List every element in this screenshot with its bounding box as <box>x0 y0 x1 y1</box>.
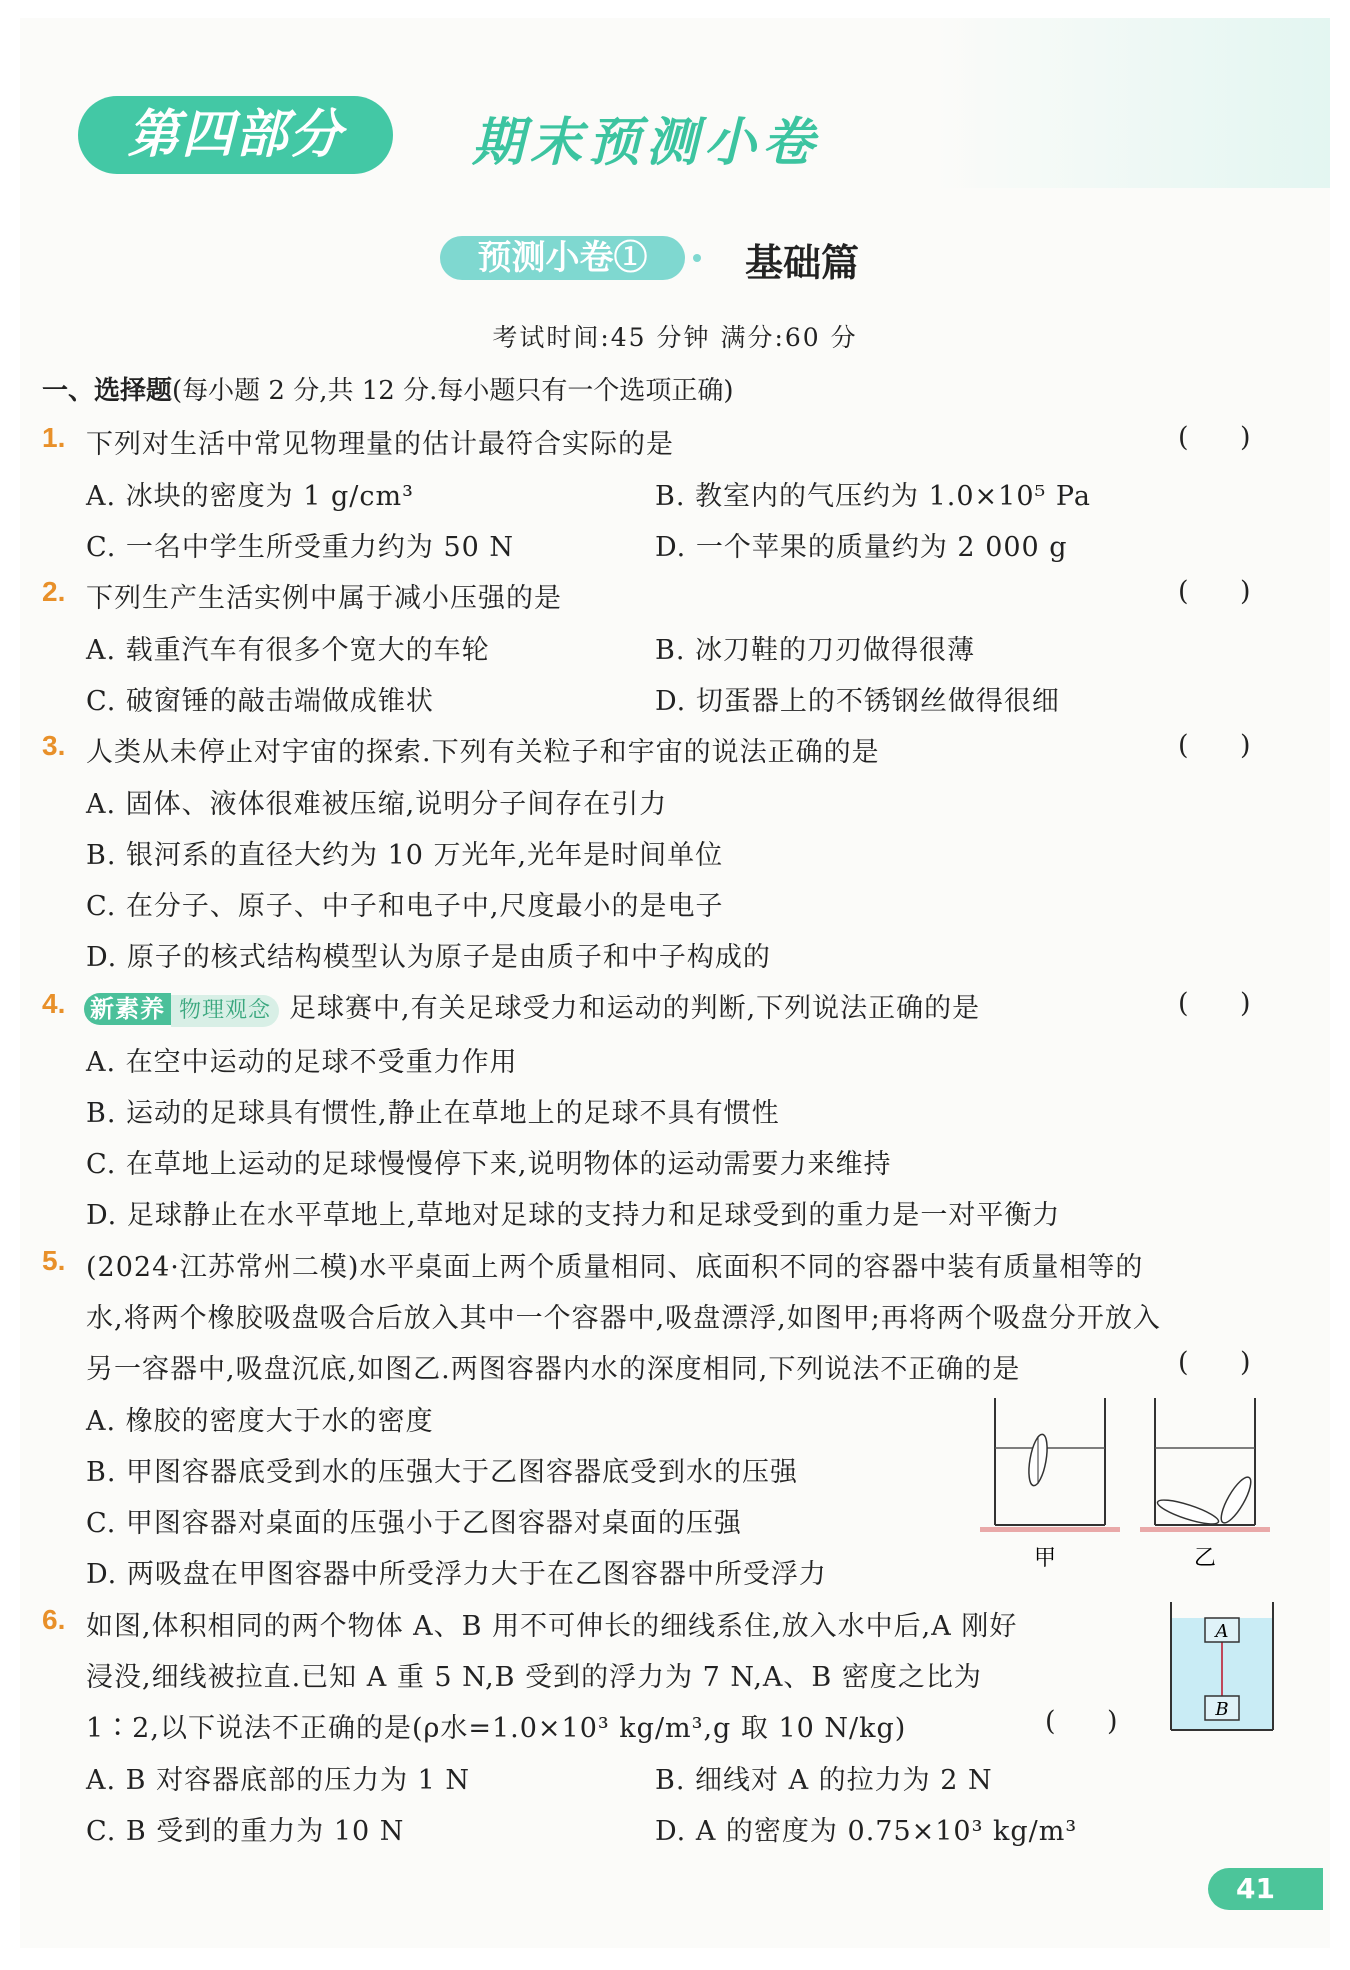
question-number: 5. <box>42 1245 66 1276</box>
question-stem: (2024·江苏常州二模)水平桌面上两个质量相同、底面积不同的容器中装有质量相等的 <box>86 1252 1144 1283</box>
question-stem: 1∶2,以下说法不正确的是(ρ水=1.0×10³ kg/m³,g 取 10 N/kg) <box>86 1713 907 1744</box>
option-a: A. 冰块的密度为 1 g/cm³ <box>86 481 414 512</box>
option-b: B. 甲图容器底受到水的压强大于乙图容器底受到水的压强 <box>86 1457 799 1488</box>
part-title: 期末预测小卷 <box>472 113 821 173</box>
question-stem: 人类从未停止对宇宙的探索.下列有关粒子和宇宙的说法正确的是 <box>86 737 880 768</box>
page-number: 41 <box>1208 1868 1323 1910</box>
physics-concept-tag: 物理观念 <box>171 995 279 1027</box>
section-note: (每小题 2 分,共 12 分.每小题只有一个选项正确) <box>172 376 734 406</box>
option-c: C. 一名中学生所受重力约为 50 N <box>86 532 515 563</box>
question-number: 1. <box>42 422 66 453</box>
option-a: A. 固体、液体很难被压缩,说明分子间存在引力 <box>86 789 668 820</box>
option-b: B. 运动的足球具有惯性,静止在草地上的足球不具有惯性 <box>86 1098 780 1129</box>
answer-paren: ( ) <box>1045 1706 1118 1737</box>
part-badge: 第四部分 <box>78 96 393 174</box>
option-c: C. 在草地上运动的足球慢慢停下来,说明物体的运动需要力来维持 <box>86 1149 892 1180</box>
option-c: C. 在分子、原子、中子和电子中,尺度最小的是电子 <box>86 891 724 922</box>
option-b: B. 教室内的气压约为 1.0×10⁵ Pa <box>655 481 1091 512</box>
question-number: 6. <box>42 1604 66 1635</box>
option-d: D. 原子的核式结构模型认为原子是由质子和中子构成的 <box>86 942 771 973</box>
label-a: A <box>1215 1621 1229 1642</box>
question-number: 3. <box>42 730 66 761</box>
answer-paren: ( ) <box>1178 422 1251 453</box>
option-c: C. 甲图容器对桌面的压强小于乙图容器对桌面的压强 <box>86 1508 742 1539</box>
answer-paren: ( ) <box>1178 1347 1251 1378</box>
option-b: B. 银河系的直径大约为 10 万光年,光年是时间单位 <box>86 840 724 871</box>
figure-label-yi: 乙 <box>1193 1546 1217 1571</box>
option-d: D. 一个苹果的质量约为 2 000 g <box>655 532 1068 563</box>
answer-paren: ( ) <box>1178 576 1251 607</box>
question-stem: 下列生产生活实例中属于减小压强的是 <box>86 583 562 614</box>
option-d: D. 足球静止在水平草地上,草地对足球的支持力和足球受到的重力是一对平衡力 <box>86 1200 1061 1231</box>
container-jia <box>980 1398 1120 1532</box>
option-d: D. 切蛋器上的不锈钢丝做得很细 <box>655 686 1060 717</box>
answer-paren: ( ) <box>1178 730 1251 761</box>
question-stem: 水,将两个橡胶吸盘吸合后放入其中一个容器中,吸盘漂浮,如图甲;再将两个吸盘分开放入 <box>86 1303 1161 1334</box>
option-b: B. 细线对 A 的拉力为 2 N <box>655 1765 993 1796</box>
blocks-in-water-figure <box>1168 1600 1278 1735</box>
label-b: B <box>1215 1699 1229 1720</box>
option-a: A. 载重汽车有很多个宽大的车轮 <box>86 635 490 666</box>
new-literacy-tag: 新素养 <box>84 993 171 1025</box>
decorative-dot <box>693 254 701 262</box>
section-title: 一、选择题 <box>42 376 173 406</box>
container-figure <box>970 1390 1280 1580</box>
option-b: B. 冰刀鞋的刀刃做得很薄 <box>655 635 976 666</box>
question-stem: 另一容器中,吸盘沉底,如图乙.两图容器内水的深度相同,下列说法不正确的是 <box>86 1354 1021 1385</box>
question-stem: 足球赛中,有关足球受力和运动的判断,下列说法正确的是 <box>289 993 981 1024</box>
test-badge: 预测小卷① <box>440 236 685 280</box>
answer-paren: ( ) <box>1178 988 1251 1019</box>
option-d: D. A 的密度为 0.75×10³ kg/m³ <box>655 1816 1078 1847</box>
question-stem: 如图,体积相同的两个物体 A、B 用不可伸长的细线系住,放入水中后,A 刚好 <box>86 1611 1018 1642</box>
test-title: 基础篇 <box>745 240 860 285</box>
option-a: A. 在空中运动的足球不受重力作用 <box>86 1047 518 1078</box>
exam-info: 考试时间:45 分钟 满分:60 分 <box>492 323 858 352</box>
question-number: 2. <box>42 576 66 607</box>
figure-label-jia: 甲 <box>1033 1546 1057 1571</box>
option-c: C. 破窗锤的敲击端做成锥状 <box>86 686 434 717</box>
option-a: A. B 对容器底部的压力为 1 N <box>86 1765 471 1796</box>
section-heading <box>42 370 734 407</box>
option-d: D. 两吸盘在甲图容器中所受浮力大于在乙图容器中所受浮力 <box>86 1559 827 1590</box>
question-stem: 浸没,细线被拉直.已知 A 重 5 N,B 受到的浮力为 7 N,A、B 密度之比为 <box>86 1662 982 1693</box>
option-c: C. B 受到的重力为 10 N <box>86 1816 405 1847</box>
question-stem: 下列对生活中常见物理量的估计最符合实际的是 <box>86 429 674 460</box>
option-a: A. 橡胶的密度大于水的密度 <box>86 1406 434 1437</box>
question-number: 4. <box>42 988 66 1019</box>
container-yi <box>1140 1398 1270 1532</box>
question-stem-line <box>84 986 980 1027</box>
